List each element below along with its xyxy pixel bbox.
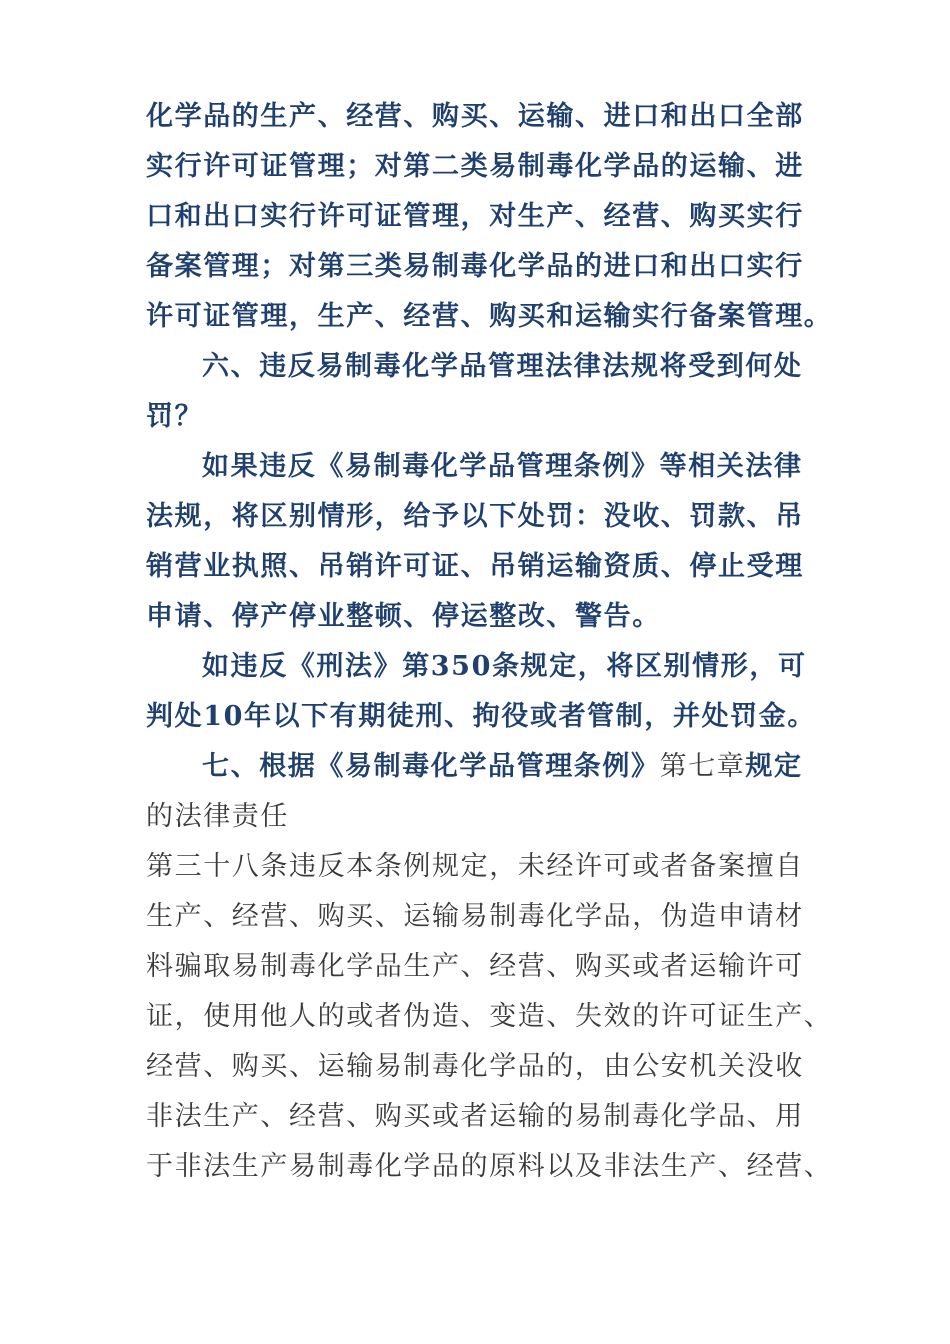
text-line: 于非法生产易制毒化学品的原料以及非法生产、经营、	[146, 1151, 833, 1182]
section-heading-6-cont: 罚？	[146, 401, 204, 432]
text-line: 非法生产、经营、购买或者运输的易制毒化学品、用	[146, 1101, 804, 1132]
heading-7-part3: 规定	[745, 751, 803, 782]
text-line: 第三十八条违反本条例规定，未经许可或者备案擅自	[146, 851, 804, 882]
document-content	[146, 92, 833, 1192]
section-heading-7	[146, 742, 808, 792]
text-line: 备案管理；对第三类易制毒化学品的进口和出口实行	[146, 251, 804, 282]
text-line: 如违反《刑法》第350条规定，将区别情形，可	[202, 651, 807, 682]
text-line: 口和出口实行许可证管理，对生产、经营、购买实行	[146, 201, 804, 232]
text-line: 销营业执照、吊销许可证、吊销运输资质、停止受理	[146, 551, 804, 582]
text-line: 实行许可证管理；对第二类易制毒化学品的运输、进	[146, 151, 804, 182]
section-heading-7-cont: 的法律责任	[146, 801, 289, 832]
text-line: 判处10年以下有期徒刑、拘役或者管制，并处罚金。	[146, 701, 816, 732]
text-line: 料骗取易制毒化学品生产、经营、购买或者运输许可	[146, 951, 804, 982]
heading-7-chapter: 第七章	[659, 751, 746, 782]
text-line: 经营、购买、运输易制毒化学品的，由公安机关没收	[146, 1051, 804, 1082]
heading-7-part1: 七、根据《易制毒化学品管理条例》	[202, 751, 660, 782]
text-line: 许可证管理，生产、经营、购买和运输实行备案管理。	[146, 301, 833, 332]
text-line: 化学品的生产、经营、购买、运输、进口和出口全部	[146, 101, 804, 132]
text-line: 证，使用他人的或者伪造、变造、失效的许可证生产、	[146, 1001, 833, 1032]
text-line: 生产、经营、购买、运输易制毒化学品，伪造申请材	[146, 901, 804, 932]
section-heading-6: 六、违反易制毒化学品管理法律法规将受到何处	[202, 351, 803, 382]
text-line: 法规，将区别情形，给予以下处罚：没收、罚款、吊	[146, 501, 804, 532]
text-line: 申请、停产停业整顿、停运整改、警告。	[146, 601, 661, 632]
text-line: 如果违反《易制毒化学品管理条例》等相关法律	[202, 451, 803, 482]
